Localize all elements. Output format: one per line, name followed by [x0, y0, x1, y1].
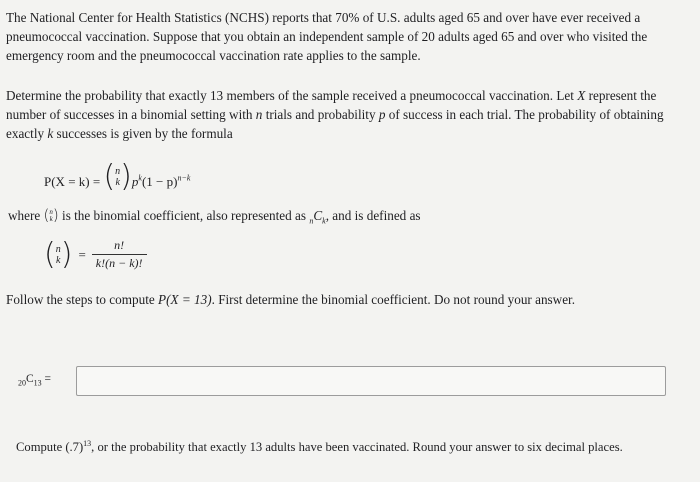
problem-task: Determine the probability that exactly 13 members of the sample received a pneumococcal vaccination. Let X represent the number of successes in a binomial setting with n trials and probability p of success in each trial. The probability of obtaining exactly k successes is given by the formula [6, 88, 664, 141]
binomial-coefficient-answer-input[interactable] [76, 366, 666, 396]
binomial-coefficient-note: where ( n k ) is the binomial coefficient, also represented as $_nC_k$, and is defined as [8, 206, 421, 226]
problem-intro: The National Center for Health Statistics (NCHS) reports that 70% of U.S. adults aged 65 and over have ever received a pneumococcal vaccination. Suppose that you obtain an independent sample of 20 adults aged 65 and over who visited the emergency room and the pneumococcal vaccination rate applies to the sample. [6, 10, 648, 63]
binomial-coefficient-inline: ( n k ) [43, 206, 59, 224]
compute-instruction: Compute $(.7)^{13}$, or the probability that exactly 13 adults have been vaccinated. Round your answer to six decimal places. [16, 439, 623, 455]
answer-label-20c13: $_{20}C_{13}$ = [18, 373, 52, 388]
binomial-coefficient-definition: ( n k ) = $\frac{n!}{k!(n - k)!}$ [44, 238, 147, 271]
binomial-coefficient: ( n k ) [103, 159, 132, 194]
binomial-probability-formula: P(X = k) = ( n k ) $p^k(1 - p)^{n-k}$ [44, 159, 191, 194]
factorial-fraction: $\frac{n!}{k!(n - k)!}$ [92, 238, 147, 271]
step-instruction: Follow the steps to compute P(X = 13). First determine the binomial coefficient. Do not round your answer. [6, 292, 576, 307]
